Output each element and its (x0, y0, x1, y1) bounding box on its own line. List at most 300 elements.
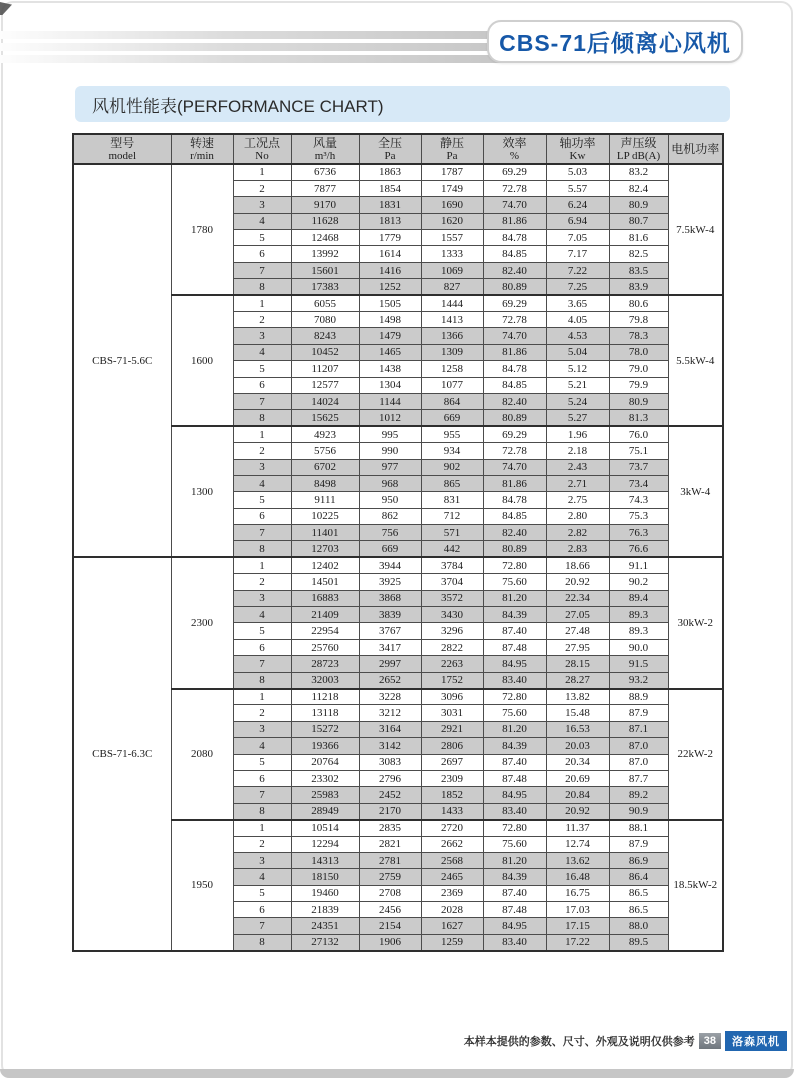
efficiency-cell: 69.29 (483, 426, 546, 442)
efficiency-cell: 84.95 (483, 918, 546, 934)
speed-cell: 2080 (171, 689, 233, 820)
flow-cell: 22954 (291, 623, 359, 639)
flow-cell: 15625 (291, 410, 359, 426)
efficiency-cell: 82.40 (483, 393, 546, 409)
static-pressure-cell: 3704 (421, 574, 483, 590)
efficiency-cell: 80.89 (483, 279, 546, 295)
noise-level-cell: 93.2 (609, 672, 668, 688)
efficiency-cell: 69.29 (483, 164, 546, 180)
noise-level-cell: 80.9 (609, 393, 668, 409)
flow-cell: 9170 (291, 197, 359, 213)
efficiency-cell: 81.86 (483, 344, 546, 360)
shaft-power-cell: 3.65 (546, 295, 609, 311)
efficiency-cell: 83.40 (483, 934, 546, 950)
flow-cell: 25760 (291, 639, 359, 655)
flow-cell: 13992 (291, 246, 359, 262)
static-pressure-cell: 1309 (421, 344, 483, 360)
operating-point-cell: 7 (233, 787, 291, 803)
noise-level-cell: 87.7 (609, 770, 668, 786)
efficiency-cell: 80.89 (483, 541, 546, 557)
operating-point-cell: 1 (233, 426, 291, 442)
operating-point-cell: 1 (233, 689, 291, 705)
bottom-page-bar (0, 1069, 794, 1078)
total-pressure-cell: 3164 (359, 721, 421, 737)
static-pressure-cell: 1333 (421, 246, 483, 262)
efficiency-cell: 87.48 (483, 639, 546, 655)
efficiency-cell: 72.80 (483, 557, 546, 573)
total-pressure-cell: 1831 (359, 197, 421, 213)
shaft-power-cell: 7.22 (546, 262, 609, 278)
operating-point-cell: 1 (233, 164, 291, 180)
static-pressure-cell: 1366 (421, 328, 483, 344)
performance-table-header-row (73, 134, 723, 164)
noise-level-cell: 89.5 (609, 934, 668, 950)
efficiency-cell: 84.85 (483, 246, 546, 262)
static-pressure-cell: 1444 (421, 295, 483, 311)
operating-point-cell: 4 (233, 607, 291, 623)
operating-point-cell: 7 (233, 918, 291, 934)
static-pressure-cell: 3784 (421, 557, 483, 573)
flow-cell: 5756 (291, 443, 359, 459)
total-pressure-cell: 1012 (359, 410, 421, 426)
flow-cell: 15272 (291, 721, 359, 737)
shaft-power-cell: 13.62 (546, 852, 609, 868)
total-pressure-cell: 950 (359, 492, 421, 508)
noise-level-cell: 80.9 (609, 197, 668, 213)
shaft-power-cell: 22.34 (546, 590, 609, 606)
operating-point-cell: 3 (233, 197, 291, 213)
static-pressure-cell: 3572 (421, 590, 483, 606)
efficiency-cell: 87.40 (483, 885, 546, 901)
efficiency-cell: 83.40 (483, 672, 546, 688)
efficiency-cell: 72.80 (483, 820, 546, 836)
operating-point-cell: 4 (233, 344, 291, 360)
operating-point-cell: 6 (233, 902, 291, 918)
noise-level-cell: 76.0 (609, 426, 668, 442)
noise-level-cell: 87.0 (609, 754, 668, 770)
flow-cell: 28949 (291, 803, 359, 819)
efficiency-cell: 72.80 (483, 689, 546, 705)
column-header: 声压级 LP dB(A) (609, 134, 668, 164)
model-cell: CBS-71-6.3C (73, 557, 171, 950)
operating-point-cell: 8 (233, 803, 291, 819)
flow-cell: 17383 (291, 279, 359, 295)
static-pressure-cell: 1852 (421, 787, 483, 803)
operating-point-cell: 1 (233, 295, 291, 311)
shaft-power-cell: 11.37 (546, 820, 609, 836)
shaft-power-cell: 1.96 (546, 426, 609, 442)
shaft-power-cell: 20.34 (546, 754, 609, 770)
column-header: 风量 m³/h (291, 134, 359, 164)
motor-power-cell: 22kW-2 (668, 689, 723, 820)
motor-power-cell: 5.5kW-4 (668, 295, 723, 426)
flow-cell: 20764 (291, 754, 359, 770)
noise-level-cell: 79.9 (609, 377, 668, 393)
shaft-power-cell: 18.66 (546, 557, 609, 573)
flow-cell: 11401 (291, 525, 359, 541)
noise-level-cell: 75.3 (609, 508, 668, 524)
flow-cell: 12294 (291, 836, 359, 852)
noise-level-cell: 74.3 (609, 492, 668, 508)
shaft-power-cell: 2.43 (546, 459, 609, 475)
motor-power-cell: 3kW-4 (668, 426, 723, 557)
noise-level-cell: 83.9 (609, 279, 668, 295)
shaft-power-cell: 20.92 (546, 803, 609, 819)
operating-point-cell: 7 (233, 656, 291, 672)
efficiency-cell: 74.70 (483, 328, 546, 344)
shaft-power-cell: 5.24 (546, 393, 609, 409)
flow-cell: 12577 (291, 377, 359, 393)
noise-level-cell: 89.4 (609, 590, 668, 606)
flow-cell: 12703 (291, 541, 359, 557)
static-pressure-cell: 1620 (421, 213, 483, 229)
efficiency-cell: 72.78 (483, 443, 546, 459)
header-stripe (0, 55, 502, 63)
flow-cell: 8498 (291, 475, 359, 491)
static-pressure-cell: 1627 (421, 918, 483, 934)
total-pressure-cell: 1479 (359, 328, 421, 344)
operating-point-cell: 8 (233, 934, 291, 950)
shaft-power-cell: 28.15 (546, 656, 609, 672)
total-pressure-cell: 862 (359, 508, 421, 524)
model-cell: CBS-71-5.6C (73, 164, 171, 557)
flow-cell: 10452 (291, 344, 359, 360)
operating-point-cell: 5 (233, 361, 291, 377)
noise-level-cell: 87.9 (609, 836, 668, 852)
efficiency-cell: 84.39 (483, 869, 546, 885)
column-header: 工况点 No (233, 134, 291, 164)
column-header: 轴功率 Kw (546, 134, 609, 164)
static-pressure-cell: 2822 (421, 639, 483, 655)
performance-chart-title-bar (75, 86, 730, 122)
table-row (73, 295, 723, 311)
efficiency-cell: 80.89 (483, 410, 546, 426)
total-pressure-cell: 3925 (359, 574, 421, 590)
shaft-power-cell: 20.84 (546, 787, 609, 803)
static-pressure-cell: 2465 (421, 869, 483, 885)
noise-level-cell: 76.3 (609, 525, 668, 541)
flow-cell: 11207 (291, 361, 359, 377)
total-pressure-cell: 3142 (359, 738, 421, 754)
shaft-power-cell: 27.95 (546, 639, 609, 655)
static-pressure-cell: 827 (421, 279, 483, 295)
noise-level-cell: 73.4 (609, 475, 668, 491)
shaft-power-cell: 17.22 (546, 934, 609, 950)
total-pressure-cell: 1614 (359, 246, 421, 262)
shaft-power-cell: 27.05 (546, 607, 609, 623)
page-title: CBS-71后倾离心风机 (499, 30, 731, 56)
operating-point-cell: 6 (233, 770, 291, 786)
total-pressure-cell: 968 (359, 475, 421, 491)
noise-level-cell: 76.6 (609, 541, 668, 557)
total-pressure-cell: 3767 (359, 623, 421, 639)
noise-level-cell: 81.6 (609, 230, 668, 246)
noise-level-cell: 86.9 (609, 852, 668, 868)
efficiency-cell: 84.39 (483, 607, 546, 623)
operating-point-cell: 7 (233, 393, 291, 409)
static-pressure-cell: 2921 (421, 721, 483, 737)
shaft-power-cell: 5.27 (546, 410, 609, 426)
operating-point-cell: 2 (233, 836, 291, 852)
operating-point-cell: 2 (233, 705, 291, 721)
flow-cell: 7877 (291, 180, 359, 196)
total-pressure-cell: 1252 (359, 279, 421, 295)
noise-level-cell: 83.2 (609, 164, 668, 180)
flow-cell: 8243 (291, 328, 359, 344)
operating-point-cell: 5 (233, 754, 291, 770)
scan-corner-mark (0, 2, 12, 15)
static-pressure-cell: 3096 (421, 689, 483, 705)
flow-cell: 21839 (291, 902, 359, 918)
total-pressure-cell: 990 (359, 443, 421, 459)
total-pressure-cell: 995 (359, 426, 421, 442)
static-pressure-cell: 712 (421, 508, 483, 524)
total-pressure-cell: 1144 (359, 393, 421, 409)
static-pressure-cell: 1690 (421, 197, 483, 213)
noise-level-cell: 80.6 (609, 295, 668, 311)
flow-cell: 14313 (291, 852, 359, 868)
noise-level-cell: 91.5 (609, 656, 668, 672)
total-pressure-cell: 2821 (359, 836, 421, 852)
noise-level-cell: 78.0 (609, 344, 668, 360)
flow-cell: 23302 (291, 770, 359, 786)
total-pressure-cell: 1906 (359, 934, 421, 950)
total-pressure-cell: 3228 (359, 689, 421, 705)
flow-cell: 13118 (291, 705, 359, 721)
total-pressure-cell: 2997 (359, 656, 421, 672)
flow-cell: 12402 (291, 557, 359, 573)
shaft-power-cell: 5.57 (546, 180, 609, 196)
static-pressure-cell: 3430 (421, 607, 483, 623)
operating-point-cell: 3 (233, 459, 291, 475)
noise-level-cell: 88.1 (609, 820, 668, 836)
total-pressure-cell: 1779 (359, 230, 421, 246)
total-pressure-cell: 3083 (359, 754, 421, 770)
static-pressure-cell: 831 (421, 492, 483, 508)
total-pressure-cell: 2452 (359, 787, 421, 803)
efficiency-cell: 84.85 (483, 377, 546, 393)
efficiency-cell: 82.40 (483, 525, 546, 541)
noise-level-cell: 79.0 (609, 361, 668, 377)
flow-cell: 9111 (291, 492, 359, 508)
static-pressure-cell: 2806 (421, 738, 483, 754)
shaft-power-cell: 6.94 (546, 213, 609, 229)
header-stripe (0, 43, 502, 51)
speed-cell: 1780 (171, 164, 233, 295)
total-pressure-cell: 2456 (359, 902, 421, 918)
static-pressure-cell: 1259 (421, 934, 483, 950)
operating-point-cell: 8 (233, 279, 291, 295)
motor-power-cell: 18.5kW-2 (668, 820, 723, 951)
operating-point-cell: 3 (233, 721, 291, 737)
static-pressure-cell: 2720 (421, 820, 483, 836)
static-pressure-cell: 1749 (421, 180, 483, 196)
flow-cell: 15601 (291, 262, 359, 278)
column-header: 转速 r/min (171, 134, 233, 164)
operating-point-cell: 3 (233, 328, 291, 344)
total-pressure-cell: 2652 (359, 672, 421, 688)
shaft-power-cell: 7.25 (546, 279, 609, 295)
efficiency-cell: 84.39 (483, 738, 546, 754)
static-pressure-cell: 1413 (421, 312, 483, 328)
table-row (73, 164, 723, 180)
efficiency-cell: 84.78 (483, 230, 546, 246)
shaft-power-cell: 13.82 (546, 689, 609, 705)
static-pressure-cell: 2309 (421, 770, 483, 786)
shaft-power-cell: 16.48 (546, 869, 609, 885)
efficiency-cell: 69.29 (483, 295, 546, 311)
total-pressure-cell: 2170 (359, 803, 421, 819)
total-pressure-cell: 3417 (359, 639, 421, 655)
shaft-power-cell: 6.24 (546, 197, 609, 213)
noise-level-cell: 89.3 (609, 607, 668, 623)
noise-level-cell: 79.8 (609, 312, 668, 328)
efficiency-cell: 72.78 (483, 180, 546, 196)
static-pressure-cell: 2369 (421, 885, 483, 901)
total-pressure-cell: 2708 (359, 885, 421, 901)
static-pressure-cell: 865 (421, 475, 483, 491)
page-footer (464, 1031, 787, 1051)
flow-cell: 6736 (291, 164, 359, 180)
efficiency-cell: 87.40 (483, 754, 546, 770)
shaft-power-cell: 28.27 (546, 672, 609, 688)
footer-page-number: 38 (699, 1033, 721, 1049)
flow-cell: 19460 (291, 885, 359, 901)
operating-point-cell: 8 (233, 410, 291, 426)
static-pressure-cell: 902 (421, 459, 483, 475)
shaft-power-cell: 4.53 (546, 328, 609, 344)
noise-level-cell: 87.1 (609, 721, 668, 737)
static-pressure-cell: 3031 (421, 705, 483, 721)
page-title-badge (487, 20, 743, 63)
static-pressure-cell: 1258 (421, 361, 483, 377)
operating-point-cell: 4 (233, 869, 291, 885)
shaft-power-cell: 16.53 (546, 721, 609, 737)
static-pressure-cell: 934 (421, 443, 483, 459)
operating-point-cell: 5 (233, 230, 291, 246)
header-stripes (0, 31, 502, 67)
static-pressure-cell: 571 (421, 525, 483, 541)
shaft-power-cell: 16.75 (546, 885, 609, 901)
shaft-power-cell: 2.18 (546, 443, 609, 459)
noise-level-cell: 82.5 (609, 246, 668, 262)
noise-level-cell: 87.9 (609, 705, 668, 721)
flow-cell: 10514 (291, 820, 359, 836)
efficiency-cell: 74.70 (483, 459, 546, 475)
shaft-power-cell: 7.05 (546, 230, 609, 246)
operating-point-cell: 3 (233, 852, 291, 868)
speed-cell: 1600 (171, 295, 233, 426)
static-pressure-cell: 1077 (421, 377, 483, 393)
static-pressure-cell: 1069 (421, 262, 483, 278)
efficiency-cell: 81.20 (483, 721, 546, 737)
operating-point-cell: 7 (233, 525, 291, 541)
static-pressure-cell: 1557 (421, 230, 483, 246)
shaft-power-cell: 2.75 (546, 492, 609, 508)
noise-level-cell: 80.7 (609, 213, 668, 229)
operating-point-cell: 2 (233, 443, 291, 459)
efficiency-cell: 87.48 (483, 902, 546, 918)
noise-level-cell: 90.2 (609, 574, 668, 590)
motor-power-cell: 30kW-2 (668, 557, 723, 688)
shaft-power-cell: 27.48 (546, 623, 609, 639)
noise-level-cell: 89.3 (609, 623, 668, 639)
noise-level-cell: 90.0 (609, 639, 668, 655)
operating-point-cell: 5 (233, 492, 291, 508)
table-row (73, 426, 723, 442)
operating-point-cell: 3 (233, 590, 291, 606)
shaft-power-cell: 5.04 (546, 344, 609, 360)
total-pressure-cell: 3839 (359, 607, 421, 623)
noise-level-cell: 86.5 (609, 902, 668, 918)
shaft-power-cell: 15.48 (546, 705, 609, 721)
operating-point-cell: 2 (233, 312, 291, 328)
operating-point-cell: 4 (233, 475, 291, 491)
static-pressure-cell: 2697 (421, 754, 483, 770)
efficiency-cell: 81.86 (483, 213, 546, 229)
noise-level-cell: 75.1 (609, 443, 668, 459)
noise-level-cell: 89.2 (609, 787, 668, 803)
efficiency-cell: 75.60 (483, 836, 546, 852)
noise-level-cell: 88.0 (609, 918, 668, 934)
static-pressure-cell: 1787 (421, 164, 483, 180)
flow-cell: 6702 (291, 459, 359, 475)
shaft-power-cell: 12.74 (546, 836, 609, 852)
flow-cell: 28723 (291, 656, 359, 672)
operating-point-cell: 7 (233, 262, 291, 278)
column-header: 型号 model (73, 134, 171, 164)
operating-point-cell: 6 (233, 246, 291, 262)
column-header: 全压 Pa (359, 134, 421, 164)
shaft-power-cell: 17.03 (546, 902, 609, 918)
operating-point-cell: 8 (233, 672, 291, 688)
noise-level-cell: 86.5 (609, 885, 668, 901)
efficiency-cell: 81.86 (483, 475, 546, 491)
operating-point-cell: 6 (233, 639, 291, 655)
flow-cell: 24351 (291, 918, 359, 934)
motor-power-cell: 7.5kW-4 (668, 164, 723, 295)
total-pressure-cell: 1304 (359, 377, 421, 393)
efficiency-cell: 82.40 (483, 262, 546, 278)
shaft-power-cell: 20.03 (546, 738, 609, 754)
shaft-power-cell: 17.15 (546, 918, 609, 934)
total-pressure-cell: 2796 (359, 770, 421, 786)
total-pressure-cell: 2835 (359, 820, 421, 836)
operating-point-cell: 4 (233, 738, 291, 754)
noise-level-cell: 83.5 (609, 262, 668, 278)
efficiency-cell: 84.78 (483, 492, 546, 508)
operating-point-cell: 1 (233, 557, 291, 573)
shaft-power-cell: 2.80 (546, 508, 609, 524)
total-pressure-cell: 3212 (359, 705, 421, 721)
total-pressure-cell: 756 (359, 525, 421, 541)
efficiency-cell: 81.20 (483, 852, 546, 868)
efficiency-cell: 84.78 (483, 361, 546, 377)
flow-cell: 14501 (291, 574, 359, 590)
static-pressure-cell: 2263 (421, 656, 483, 672)
flow-cell: 6055 (291, 295, 359, 311)
operating-point-cell: 6 (233, 377, 291, 393)
shaft-power-cell: 20.92 (546, 574, 609, 590)
efficiency-cell: 72.78 (483, 312, 546, 328)
noise-level-cell: 82.4 (609, 180, 668, 196)
speed-cell: 1950 (171, 820, 233, 951)
noise-level-cell: 90.9 (609, 803, 668, 819)
noise-level-cell: 88.9 (609, 689, 668, 705)
column-header: 静压 Pa (421, 134, 483, 164)
efficiency-cell: 87.40 (483, 623, 546, 639)
efficiency-cell: 84.95 (483, 787, 546, 803)
